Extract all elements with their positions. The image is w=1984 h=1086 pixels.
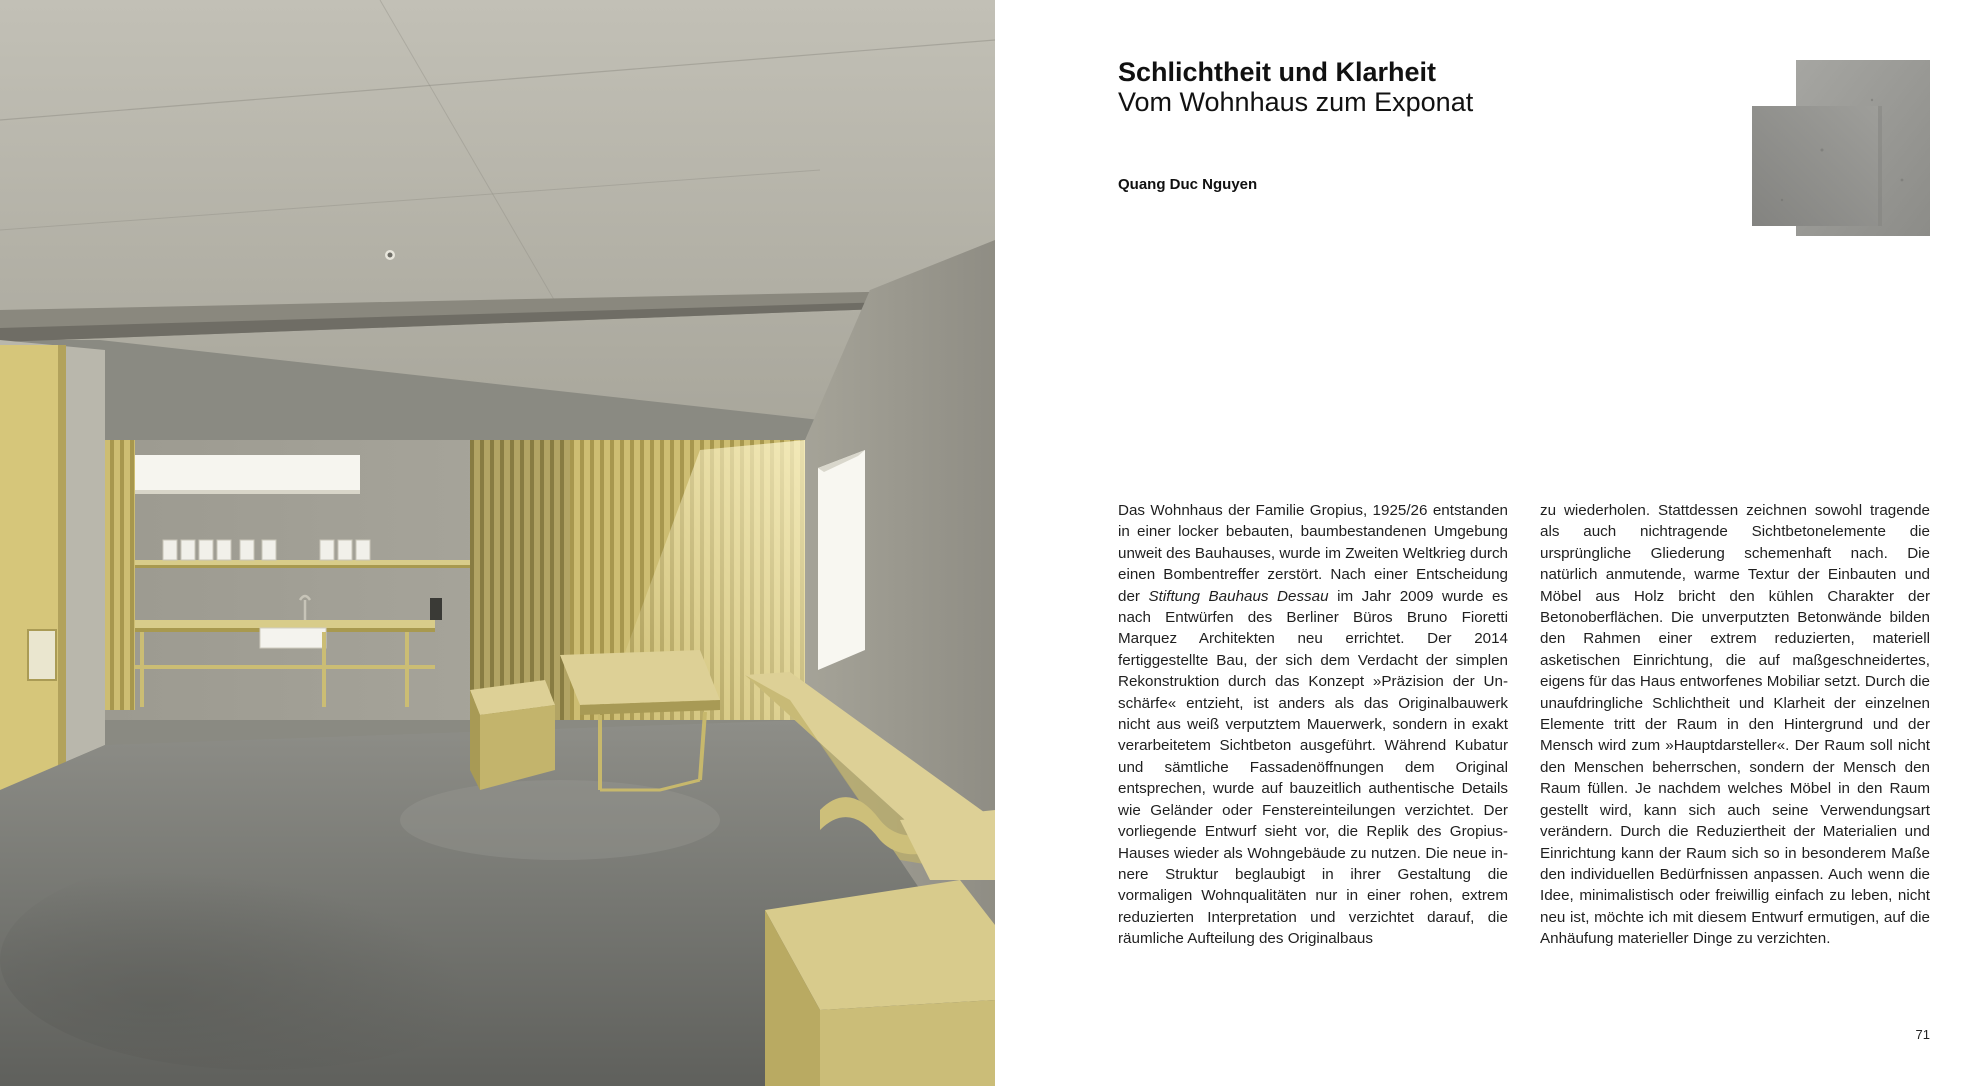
stiftung-name: Stiftung Bauhaus Dessau bbox=[1148, 587, 1329, 605]
body-text-column-1 bbox=[1118, 500, 1508, 950]
concrete-squares-logo bbox=[1752, 60, 1930, 236]
article-subtitle: Vom Wohnhaus zum Exponat bbox=[1118, 87, 1474, 117]
article-title: Schlichtheit und Klarheit bbox=[1118, 57, 1437, 87]
body-text-part-2: im Jahr 2009 wurde es nach Entwürfen des Berliner Büros Bruno Fioretti Marquez Architekten neu errichtet. Der 2014 fertiggestellte Bau, der sich dem Verdacht der simplen Rekonstruktion durch das Konzept »Präzision der Unschärfe« entzieht, ist anders als das Originalbauwerk nicht aus weiß verputztem Mauerwerk, sondern in exakt verarbeitetem Sichtbeton ausgeführt. Während Kubatur und sämtliche Fassadenöffnungen dem Original entsprechen, wurde auf bauzeitlich authentische Details wie Geländer oder Fenstereinteilungen verzichtet. Der vorliegende Entwurf sieht vor, die Replik des Gropius-Hauses wieder als Wohngebäude zu nutzen. Die neue innere Struktur beglaubigt in ihrer Gestaltung die vormaligen Wohnqualitäten nur in einer rohen, extrem reduzierten Interpretation und verzichtet darauf, die räumliche Aufteilung des Originalbaus bbox=[1118, 587, 1508, 948]
body-text-column-2: zu wiederholen. Stattdessen zeichnen sowohl tragende als auch nichtragende Sichtbetonelemente die ursprüngliche Gliederung schemenhaft nach. Die natürlich anmutende, warme Textur der Einbauten und Möbel aus Holz bricht den kühlen Charakter der Betonoberflächen. Die unverputzten Betonwände bilden den Rahmen einer extrem reduzierten, materiell asketischen Einrichtung, die auf maßgeschneidertes, eigens für das Haus entworfenes Mobiliar setzt. Durch die unaufdringliche Schlichtheit und Klarheit der einzelnen Elemente tritt der Raum in den Hintergrund und der Mensch wird zum »Hauptdarsteller«. Der Raum soll nicht den Menschen beherrschen, sondern der Mensch den Raum füllen. Je nachdem welches Möbel in den Raum gestellt wird, kann sich auch seine Verwendungsart verändern. Durch die Reduziertheit der Materialien und Einrichtung kann der Raum sich so in besonderem Maße den individuellen Bedürfnissen anpassen. Auch wenn die Idee, minimalistisch oder freiwillig einfach zu leben, nicht neu ist, möchte ich mit diesem Entwurf ermutigen, auf die Anhäufung materieller Dinge zu verzichten. bbox=[1540, 502, 1930, 948]
page-number: 71 bbox=[1915, 1027, 1930, 1042]
body-text-part-1: Das Wohnhaus der Familie Gropius, 1925/26 entstanden in einer locker bebauten, baumbestandenen Umgebung unweit des Bauhauses, wurde im Zweiten Weltkrieg durch einen Bombentreffer zerstört. Nach einer Entscheidung der bbox=[1118, 502, 1508, 605]
author-name: Quang Duc Nguyen bbox=[1118, 176, 1258, 193]
